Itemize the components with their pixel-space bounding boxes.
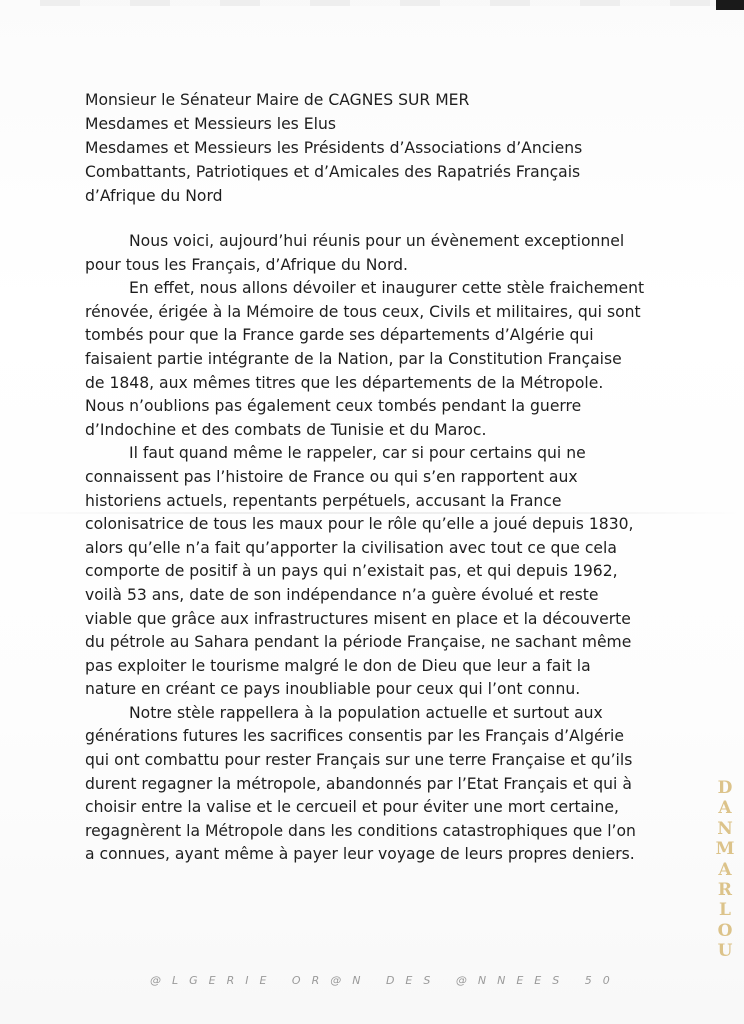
salutation-block	[85, 88, 705, 208]
salutation-line-3: Mesdames et Messieurs les Présidents d’Associations d’Anciens	[85, 139, 583, 157]
salutation-line-2: Mesdames et Messieurs les Elus	[85, 115, 336, 133]
paragraph-2: En effet, nous allons dévoiler et inaugurer cette stèle fraichement rénovée, érigée à la Mémoire de tous ceux, Civils et militaires, qui sont tombés pour que la France garde ses départements d’Algérie qui faisaient partie intégrante de la Nation, par la Constitution Française de 1848, aux mêmes titres que les départements de la Métropole. Nous n’oublions pas également ceux tombés pendant la guerre d’Indochine et des combats de Tunisie et du Maroc.	[85, 279, 645, 439]
corner-scan-mark	[716, 0, 744, 10]
paper-edge-shadow	[40, 0, 740, 6]
salutation-line-1: Monsieur le Sénateur Maire de CAGNES SUR MER	[85, 91, 470, 109]
paragraph-4: Notre stèle rappellera à la population actuelle et surtout aux générations futures les sacrifices consentis par les Français d’Algérie qui ont combattu pour rester Français sur une terre Française et qu’ils durent regagner la métropole, abandonnés par l’Etat Français et qui à choisir entre la valise et le cercueil et pour éviter une mort certaine, regagnèrent la Métropole dans les conditions catastrophiques que l’on a connues, ayant même à payer leur voyage de leurs propres deniers.	[85, 703, 636, 864]
footer-watermark: @LGERIE OR@N DES @NNEES 50	[150, 974, 621, 987]
paragraph-1: Nous voici, aujourd’hui réunis pour un évènement exceptionnel pour tous les Français, d’Afrique du Nord.	[85, 232, 625, 274]
paragraph-3: Il faut quand même le rappeler, car si pour certains qui ne connaissent pas l’histoire de France ou qui s’en rapportent aux historiens actuels, repentants perpétuels, accusant la France colonisatrice de tous les maux pour le rôle qu’elle a joué depuis 1830, alors qu’elle n’a fait qu’apporter la civilisation avec tout ce que cela comporte de positif à un pays qui n’existait pas, et qui depuis 1962, voilà 53 ans, date de son indépendance n’a guère évolué et reste viable que grâce aux infrastructures misent en place et la découverte du pétrole au Sahara pendant la période Française, ne sachant même pas exploiter le tourisme malgré le don de Dieu que leur a fait la nature en créant ce pays inoubliable pour ceux qui l’ont connu.	[85, 444, 634, 699]
speech-body	[85, 230, 645, 867]
salutation-line-4: Combattants, Patriotiques et d’Amicales des Rapatriés Français	[85, 163, 581, 181]
salutation-line-5: d’Afrique du Nord	[85, 187, 223, 205]
watermark-signature: DANMARLOU	[715, 778, 735, 962]
